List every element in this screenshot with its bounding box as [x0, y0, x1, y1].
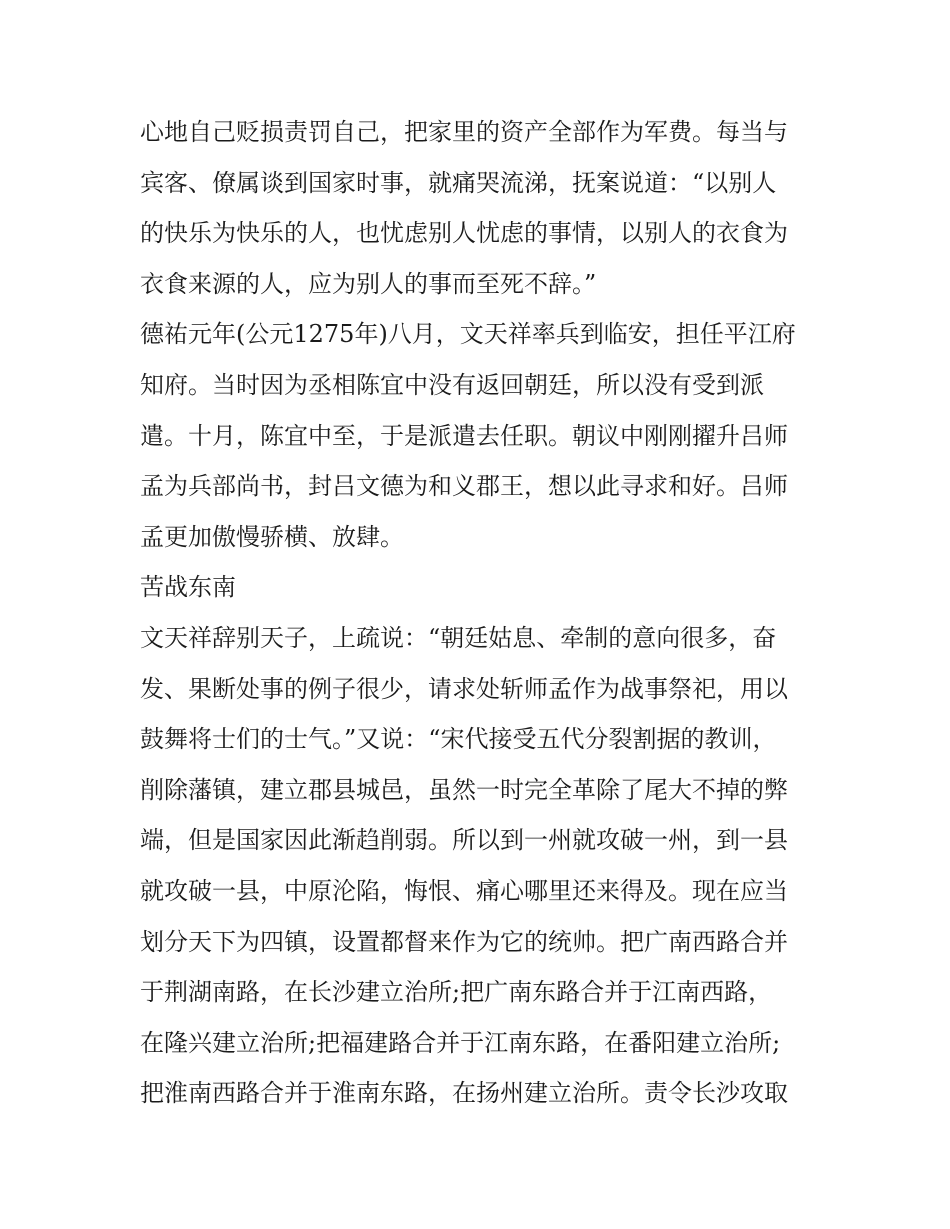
text-line: 孟为兵部尚书，封吕文德为和义郡王，想以此寻求和好。吕师: [140, 472, 788, 501]
text-line: 鼓舞将士们的士气。”又说：“宋代接受五代分裂割据的教训，: [140, 725, 777, 754]
body-text: [140, 107, 830, 1119]
text-line: 削除藩镇，建立郡县城邑，虽然一时完全革除了尾大不掉的弊: [140, 775, 788, 804]
text-line: 宾客、僚属谈到国家时事，就痛哭流涕，抚案说道：“以别人: [140, 168, 777, 197]
text-line: 遣。十月，陈宜中至，于是派遣去任职。朝议中刚刚擢升吕师: [140, 421, 788, 450]
text-line: 把淮南西路合并于淮南东路，在扬州建立治所。责令长沙攻取: [140, 1079, 788, 1108]
text-line: 端，但是国家因此渐趋削弱。所以到一州就攻破一州，到一县: [140, 826, 788, 855]
text-line: 德祐元年(公元1275年)八月，文天祥率兵到临安，担任平江府: [140, 320, 796, 349]
text-line: 划分天下为四镇，设置都督来作为它的统帅。把广南西路合并: [140, 927, 788, 956]
text-line: 发、果断处事的例子很少，请求处斩师孟作为战事祭祀，用以: [140, 674, 788, 703]
text-line: 就攻破一县，中原沦陷，悔恨、痛心哪里还来得及。现在应当: [140, 876, 788, 905]
text-line: 知府。当时因为丞相陈宜中没有返回朝廷，所以没有受到派: [140, 370, 764, 399]
section-heading: 苦战东南: [140, 573, 236, 602]
text-line: 于荆湖南路，在长沙建立治所;把广南东路合并于江南西路，: [140, 978, 773, 1007]
text-line: 在隆兴建立治所;把福建路合并于江南东路，在番阳建立治所;: [140, 1028, 781, 1057]
text-line: 文天祥辞别天子，上疏说：“朝廷姑息、牵制的意向很多，奋: [140, 623, 777, 652]
text-line: 心地自己贬损责罚自己，把家里的资产全部作为军费。每当与: [140, 118, 788, 146]
text-line: 的快乐为快乐的人，也忧虑别人忧虑的事情，以别人的衣食为: [140, 219, 788, 248]
text-line: 衣食来源的人，应为别人的事而至死不辞。”: [140, 269, 597, 298]
text-line: 孟更加傲慢骄横、放肆。: [140, 522, 404, 551]
